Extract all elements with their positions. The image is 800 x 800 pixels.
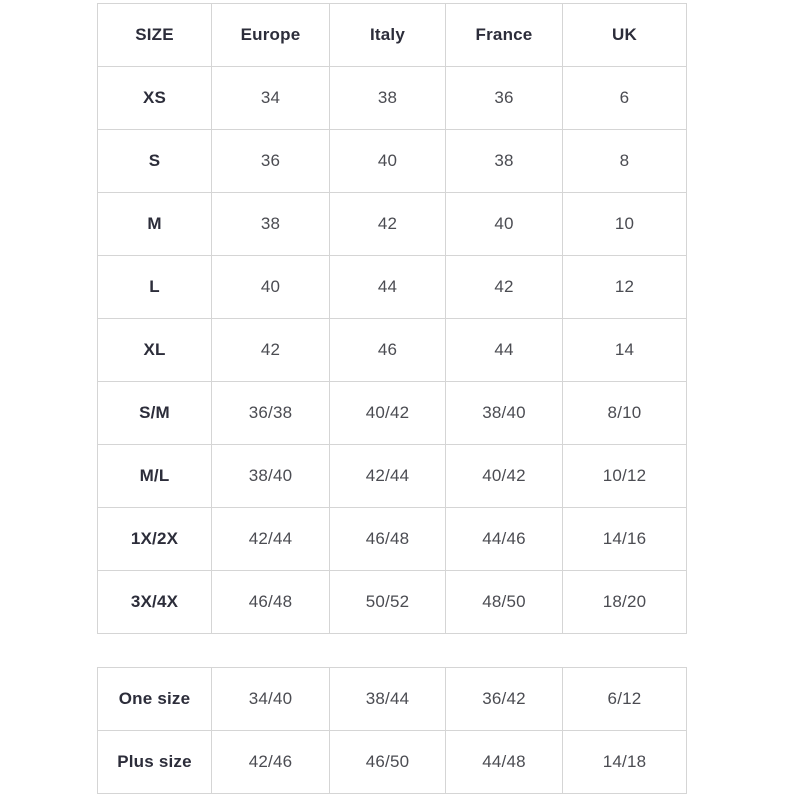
value-cell: 8 [563, 130, 687, 193]
value-cell: 36/42 [446, 668, 563, 731]
main-size-table [97, 3, 687, 634]
size-label-cell: XS [98, 67, 212, 130]
table-row [98, 319, 687, 382]
column-header-cell: SIZE [98, 4, 212, 67]
value-cell: 48/50 [446, 571, 563, 634]
table-row [98, 67, 687, 130]
value-cell: 46/48 [212, 571, 330, 634]
value-cell: 40/42 [446, 445, 563, 508]
value-cell: 36 [212, 130, 330, 193]
value-cell: 42 [212, 319, 330, 382]
value-cell: 34 [212, 67, 330, 130]
size-label-cell: S [98, 130, 212, 193]
size-label-cell: One size [98, 668, 212, 731]
value-cell: 40 [446, 193, 563, 256]
value-cell: 40/42 [330, 382, 446, 445]
size-label-cell: M [98, 193, 212, 256]
table-row [98, 508, 687, 571]
value-cell: 36 [446, 67, 563, 130]
value-cell: 44/46 [446, 508, 563, 571]
value-cell: 10/12 [563, 445, 687, 508]
value-cell: 18/20 [563, 571, 687, 634]
value-cell: 44 [330, 256, 446, 319]
value-cell: 6/12 [563, 668, 687, 731]
value-cell: 38/40 [446, 382, 563, 445]
table-row [98, 130, 687, 193]
value-cell: 40 [212, 256, 330, 319]
column-header-cell: France [446, 4, 563, 67]
value-cell: 14 [563, 319, 687, 382]
value-cell: 42/46 [212, 731, 330, 794]
value-cell: 38 [330, 67, 446, 130]
value-cell: 42/44 [330, 445, 446, 508]
table-row [98, 571, 687, 634]
value-cell: 44 [446, 319, 563, 382]
value-cell: 8/10 [563, 382, 687, 445]
value-cell: 42/44 [212, 508, 330, 571]
main-table-body [98, 67, 687, 634]
value-cell: 14/18 [563, 731, 687, 794]
size-label-cell: XL [98, 319, 212, 382]
table-row [98, 445, 687, 508]
size-label-cell: L [98, 256, 212, 319]
table-row [98, 193, 687, 256]
value-cell: 10 [563, 193, 687, 256]
value-cell: 44/48 [446, 731, 563, 794]
column-header-cell: Italy [330, 4, 446, 67]
size-label-cell: 3X/4X [98, 571, 212, 634]
value-cell: 42 [330, 193, 446, 256]
main-table-header-row [98, 4, 687, 67]
column-header-cell: Europe [212, 4, 330, 67]
table-row [98, 668, 687, 731]
value-cell: 50/52 [330, 571, 446, 634]
column-header-cell: UK [563, 4, 687, 67]
value-cell: 38/44 [330, 668, 446, 731]
table-row [98, 731, 687, 794]
value-cell: 38 [212, 193, 330, 256]
value-cell: 38 [446, 130, 563, 193]
value-cell: 12 [563, 256, 687, 319]
value-cell: 34/40 [212, 668, 330, 731]
secondary-table-body [98, 668, 687, 794]
size-label-cell: M/L [98, 445, 212, 508]
value-cell: 40 [330, 130, 446, 193]
table-row [98, 382, 687, 445]
size-label-cell: Plus size [98, 731, 212, 794]
value-cell: 42 [446, 256, 563, 319]
special-size-table [97, 667, 687, 794]
size-label-cell: S/M [98, 382, 212, 445]
value-cell: 36/38 [212, 382, 330, 445]
table-row [98, 256, 687, 319]
size-label-cell: 1X/2X [98, 508, 212, 571]
value-cell: 38/40 [212, 445, 330, 508]
value-cell: 14/16 [563, 508, 687, 571]
value-cell: 46 [330, 319, 446, 382]
value-cell: 46/50 [330, 731, 446, 794]
size-conversion-tables [97, 3, 687, 794]
value-cell: 46/48 [330, 508, 446, 571]
value-cell: 6 [563, 67, 687, 130]
